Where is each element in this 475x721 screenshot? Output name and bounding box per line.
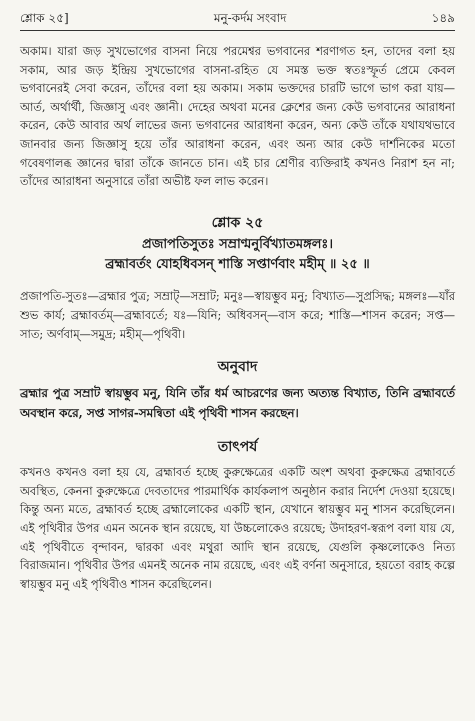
verse-line-1: প্রজাপতিসুতঃ সম্রাণ্মনুর্বিখ্যাতমঙ্গলঃ।: [141, 236, 334, 252]
running-header: [20, 8, 455, 30]
verse-line-2: ব্রহ্মাবর্তং যোহধিবসন্ শাস্তি সপ্তার্ণবাং মহীম্ ॥ ২৫ ॥: [105, 256, 370, 272]
verse-heading: শ্লোক ২৫: [211, 214, 264, 231]
purport-paragraph: কখনও কখনও বলা হয় যে, ব্রহ্মাবর্ত হচ্ছে কুরুক্ষেত্রের একটি অংশ অথবা কুরুক্ষেত্র ব্রহ্মাবর্তে অবস্থিত, কেননা কুরুক্ষেত্রে দেবতাদের পারমার্থিক কার্যকলাপ অনুষ্ঠান করার নির্দেশ দেওয়া হয়েছে। কিন্তু অন্য মতে, ব্রহ্মাবর্ত হচ্ছে ব্রহ্মালোকের একটি স্থান, যেখানে স্বায়ম্ভুব মনু শাসন করেছিলেন। এই পৃথিবীর উপর এমন অনেক স্থান রয়েছে, যা উচ্চলোকেও রয়েছে; উদাহরণ-স্বরূপ বলা যায় যে, এই পৃথিবীতে বৃন্দাবন, দ্বারকা এবং মথুরা আদি স্থান রয়েছে, যেগুলি কৃষ্ণলোকেও নিত্য বিরাজমান। পৃথিবীর উপর এমনই অনেক নাম রয়েছে, এবং এই বর্ণনা অনুসারে, হয়তো বরাহ কল্পে স্বায়ম্ভুব মনু এই পৃথিবীও শাসন করেছিলেন।: [20, 465, 455, 591]
purport-heading: তাৎপর্য: [217, 439, 258, 456]
header-rule: [20, 30, 455, 31]
page-number: ১৪৯: [431, 11, 455, 25]
translation-heading: অনুবাদ: [217, 359, 258, 376]
translation-paragraph: ব্রহ্মার পুত্র সম্রাট স্বায়ম্ভুব মনু, যিনি তাঁর ধর্ম আচরণের জন্য অত্যন্ত বিখ্যাত, তিনি ব্রহ্মাবর্তে অবস্থান করে, সপ্ত সাগর-সমন্বিতা এই পৃথিবী শাসন করছেন।: [20, 386, 455, 421]
purport-continued-paragraph: অকাম। যারা জড় সুখভোগের বাসনা নিয়ে পরমেশ্বর ভগবানের শরণাগত হন, তাদের বলা হয় সকাম, আর জড় ইন্দ্রিয় সুখভোগের বাসনা-রহিত যে সমস্ত ভক্ত স্বতঃস্ফূর্ত প্রেমে কেবল ভগবানেরই সেবা করেন, তাঁদের বলা হয় অকাম। সকাম ভক্তদের চারটি ভাগে ভাগ করা যায়—আর্ত, অর্থার্থী, জিজ্ঞাসু এবং জ্ঞানী। দেহের অথবা মনের ক্লেশের জন্য কেউ ভগবানের আরাধনা করেন, কেউ আবার অর্থ লাভের জন্য ভগবানের আরাধনা করেন, অন্য কেউ তাঁকে যথাযথভাবে জানবার জন্য জিজ্ঞাসু হয়ে তাঁর আরাধনা করেন, এবং অন্য আর কেউ দার্শনিকের মতো গবেষণালব্ধ জ্ঞানের দ্বারা তাঁকে জানতে চান। এই চার শ্রেণীর ব্যক্তিরাই কখনও নিরাশ হন না; তাঁদের আরাধনা অনুসারে তাঁরা অভীষ্ট ফল লাভ করেন।: [20, 44, 455, 189]
synonyms-paragraph: প্রজাপতি-সুতঃ—ব্রহ্মার পুত্র; সম্রাট্—সম্রাট; মনুঃ—স্বায়ম্ভুব মনু; বিখ্যাত—সুপ্রসিদ্ধ; মঙ্গলঃ—যাঁর শুভ কার্য; ব্রহ্মাবর্তম্—ব্রহ্মাবর্তে; যঃ—যিনি; অধিবসন্—বাস করে; শাস্তি—শাসন করেন; সপ্ত—সাত; অর্ণবাম্—সমুদ্র; মহীম্—পৃথিবী।: [20, 288, 455, 341]
header-verse-ref: শ্লোক ২৫]: [20, 11, 69, 25]
header-chapter-title: মনু-কর্দম সংবাদ: [213, 11, 287, 25]
